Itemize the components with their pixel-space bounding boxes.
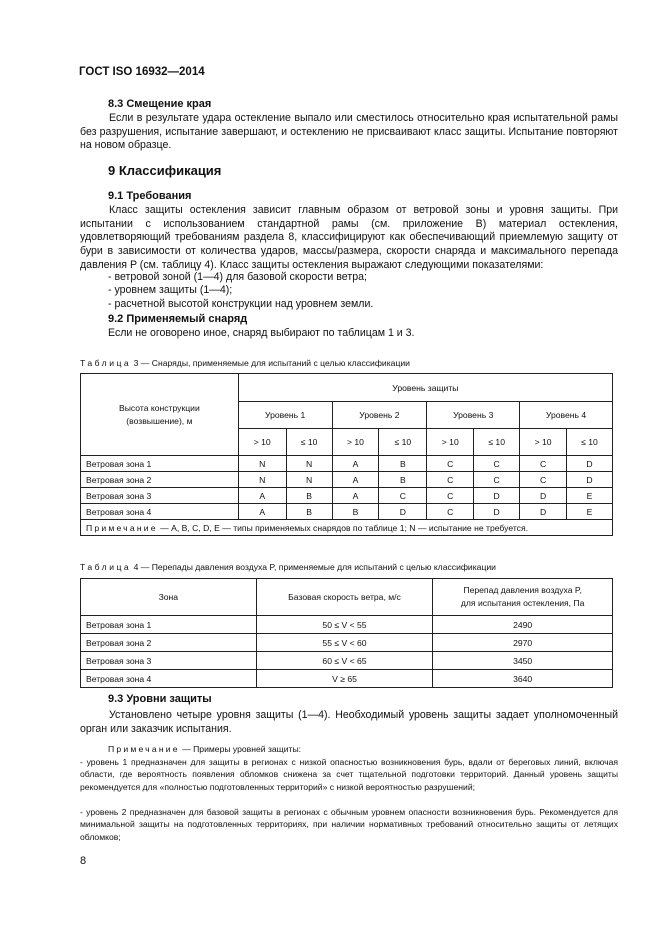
sub-header: > 10 xyxy=(332,429,379,456)
cell: C xyxy=(427,456,474,472)
list-item: - ветровой зоной (1—4) для базовой скорости ветра; xyxy=(108,271,367,283)
sub-header: ≤ 10 xyxy=(567,429,613,456)
table-row xyxy=(81,504,613,520)
cell: C xyxy=(474,472,520,488)
table-row xyxy=(81,488,613,504)
section-9-3-text: Установлено четыре уровня защиты (1—4). Необходимый уровень защиты задает уполномоченный орган или заказчик испытания. xyxy=(80,709,618,735)
speed-cell: 55 ≤ V < 60 xyxy=(256,634,433,652)
section-9-3-note-title: Примечание — Примеры уровней защиты: xyxy=(108,744,302,754)
cell: D xyxy=(567,472,613,488)
table-3-caption: Таблица 3 — Снаряды, применяемые для испытаний с целью классификации xyxy=(80,358,410,368)
cell: C xyxy=(427,504,474,520)
section-9-2-title: 9.2 Применяемый снаряд xyxy=(108,313,248,325)
cell: N xyxy=(286,472,332,488)
zone-cell: Ветровая зона 2 xyxy=(81,472,239,488)
cell: N xyxy=(286,456,332,472)
page-number: 8 xyxy=(80,855,87,867)
cell: C xyxy=(427,488,474,504)
cell: N xyxy=(238,456,286,472)
zone-cell: Ветровая зона 2 xyxy=(81,634,257,652)
sub-header: ≤ 10 xyxy=(379,429,427,456)
cell: C xyxy=(520,472,567,488)
cell: D xyxy=(520,488,567,504)
col-speed-header: Базовая скорость ветра, м/с xyxy=(256,579,433,616)
cell: N xyxy=(238,472,286,488)
cell: B xyxy=(286,504,332,520)
sub-header: > 10 xyxy=(520,429,567,456)
level-header: Уровень 1 xyxy=(238,402,332,429)
zone-cell: Ветровая зона 4 xyxy=(81,670,257,688)
cell: E xyxy=(567,504,613,520)
cell: A xyxy=(332,472,379,488)
sub-header: ≤ 10 xyxy=(474,429,520,456)
pressure-cell: 2970 xyxy=(433,634,613,652)
pressure-cell: 2490 xyxy=(433,616,613,634)
col-height-header: Высота конструкции (возвышение), м xyxy=(81,374,239,456)
table-4-caption: Таблица 4 — Перепады давления воздуха P, применяемые для испытаний с целью классификации xyxy=(80,562,496,572)
zone-cell: Ветровая зона 4 xyxy=(81,504,239,520)
cell: A xyxy=(238,488,286,504)
cell: B xyxy=(379,472,427,488)
table-row xyxy=(81,652,613,670)
sub-header: > 10 xyxy=(427,429,474,456)
section-9-3-note-1: - уровень 1 предназначен для защиты в регионах с низкой опасностью возникновения бурь, вдали от береговых линий, включая области, где вероятность появления обломков снижена за счет тщательной подготовки территорий. Данный уровень защиты рекомендуется для «полностью подготовленных территорий» с низкой вероятностью разрушений; xyxy=(80,757,618,792)
list-item: - расчетной высотой конструкции над уровнем земли. xyxy=(108,298,374,310)
section-9-1-text: Класс защиты остекления зависит главным образом от ветровой зоны и уровня защиты. При испытании с использованием стандартной рамы (см. приложение В) материал остекления, удовлетворяющий требованиям раздела 8, классифицируют как обеспечивающий приемлемую защиту от бури в зависимости от количества ударов, массы/размера, скорости снаряда и максимального перепада давления P (см. таблицу 4). Класс защиты остекления выражают следующими показателями: xyxy=(80,204,618,271)
speed-cell: V ≥ 65 xyxy=(256,670,433,688)
cell: B xyxy=(286,488,332,504)
pressure-cell: 3450 xyxy=(433,652,613,670)
table-row xyxy=(81,670,613,688)
cell: B xyxy=(379,456,427,472)
cell: A xyxy=(332,488,379,504)
cell: D xyxy=(567,456,613,472)
cell: C xyxy=(427,472,474,488)
section-9-title: 9 Классификация xyxy=(108,163,222,178)
col-level-header: Уровень защиты xyxy=(238,374,612,402)
pressure-cell: 3640 xyxy=(433,670,613,688)
cell: A xyxy=(238,504,286,520)
sub-header: > 10 xyxy=(238,429,286,456)
section-9-3-note-2: - уровень 2 предназначен для базовой защиты в регионах с обычным уровнем опасности возникновения бурь. Рекомендуется для минимальной защиты на подготовленных территориях, при наличии нормативных требований относительно защиты от летящих обломков; xyxy=(80,807,618,842)
section-8-3-text: Если в результате удара остекление выпало или сместилось относительно края испытательной рамы без разрушения, испытание завершают, и остеклению не присваивают класс защиты. Испытание повторяют на новом образце. xyxy=(80,112,618,152)
section-9-3-title: 9.3 Уровни защиты xyxy=(108,693,212,705)
table-row xyxy=(81,472,613,488)
table-row xyxy=(81,456,613,472)
cell: E xyxy=(567,488,613,504)
zone-cell: Ветровая зона 3 xyxy=(81,652,257,670)
cell: B xyxy=(332,504,379,520)
level-header: Уровень 4 xyxy=(520,402,613,429)
zone-cell: Ветровая зона 3 xyxy=(81,488,239,504)
page-header: ГОСТ ISO 16932—2014 xyxy=(79,66,205,78)
cell: D xyxy=(379,504,427,520)
cell: D xyxy=(474,488,520,504)
section-9-1-title: 9.1 Требования xyxy=(108,190,192,202)
level-header: Уровень 2 xyxy=(332,402,427,429)
table-4 xyxy=(80,578,613,688)
table-row xyxy=(81,616,613,634)
col-zone-header: Зона xyxy=(81,579,257,616)
cell: C xyxy=(379,488,427,504)
speed-cell: 50 ≤ V < 55 xyxy=(256,616,433,634)
cell: D xyxy=(474,504,520,520)
zone-cell: Ветровая зона 1 xyxy=(81,456,239,472)
section-9-2-text: Если не оговорено иное, снаряд выбирают по таблицам 1 и 3. xyxy=(108,327,415,339)
sub-header: ≤ 10 xyxy=(286,429,332,456)
level-header: Уровень 3 xyxy=(427,402,520,429)
list-item: - уровнем защиты (1—4); xyxy=(108,284,233,296)
col-pressure-header: Перепад давления воздуха P, для испытания остекления, Па xyxy=(433,579,613,616)
table-3-note: Примечание — A, B, C, D, E — типы применяемых снарядов по таблице 1; N — испытание не требуется. xyxy=(81,520,613,536)
table-3 xyxy=(80,373,613,536)
table-row xyxy=(81,634,613,652)
section-8-3-title: 8.3 Смещение края xyxy=(108,98,212,110)
cell: C xyxy=(474,456,520,472)
cell: A xyxy=(332,456,379,472)
zone-cell: Ветровая зона 1 xyxy=(81,616,257,634)
cell: C xyxy=(520,456,567,472)
cell: D xyxy=(520,504,567,520)
speed-cell: 60 ≤ V < 65 xyxy=(256,652,433,670)
